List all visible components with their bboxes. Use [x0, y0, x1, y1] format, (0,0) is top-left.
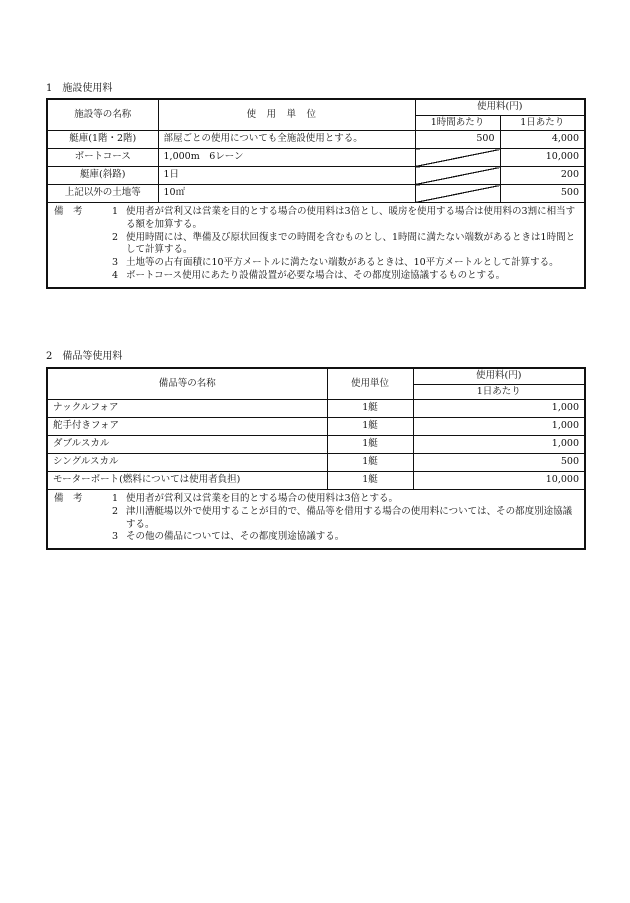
header-usage-unit: 使用単位 — [158, 99, 415, 131]
header-per-day: 1日あたり — [413, 385, 585, 400]
fee-per-day: 200 — [500, 167, 585, 185]
facility-unit: 部屋ごとの使用についても全施設使用とする。 — [158, 131, 415, 149]
section2-title: 2 備品等使用料 — [46, 351, 123, 362]
equipment-unit: 1艇 — [327, 436, 413, 454]
facility-name: 上記以外の土地等 — [47, 185, 158, 203]
table-row — [47, 185, 585, 203]
fee-per-day: 500 — [500, 185, 585, 203]
header-per-hour: 1時間あたり — [415, 116, 500, 131]
table-row — [47, 149, 585, 167]
fee-per-hour-na — [415, 167, 500, 185]
equipment-name: ダブルスカル — [47, 436, 327, 454]
notes-label: 備 考 — [54, 206, 83, 217]
table-row — [47, 436, 585, 454]
notes-label: 備 考 — [54, 493, 83, 504]
note-item: 3 その他の備品については、その都度別途協議する。 — [112, 531, 345, 543]
equipment-name: シングルスカル — [47, 454, 327, 472]
equipment-unit: 1艇 — [327, 418, 413, 436]
equipment-name: ナックルフォア — [47, 400, 327, 418]
section1-title: 1 施設使用料 — [46, 83, 113, 94]
note-item: 2 津川漕艇場以外で使用することが目的で、備品等を借用する場合の使用料については、その都度別途協議する。 — [112, 505, 573, 530]
facility-name: ボートコース — [47, 149, 158, 167]
note-item: 1 使用者が営利又は営業を目的とする場合の使用料は3倍とし、暖房を使用する場合は使用料の3割に相当する額を加算する。 — [112, 206, 576, 230]
fee-per-day: 1,000 — [413, 418, 585, 436]
table-row — [47, 400, 585, 418]
equipment-unit: 1艇 — [327, 454, 413, 472]
equipment-name: 舵手付きフォア — [47, 418, 327, 436]
header-fee: 使用料(円) — [413, 368, 585, 385]
fee-per-hour-na — [415, 185, 500, 203]
notes-cell — [47, 490, 585, 550]
fee-per-day: 4,000 — [500, 131, 585, 149]
table-row — [47, 454, 585, 472]
note-item: 2 使用時間には、準備及び原状回復までの時間を含むものとし、1時間に満たない端数があるときは1時間として計算する。 — [112, 231, 576, 256]
header-equipment-name: 備品等の名称 — [47, 368, 327, 400]
facility-unit: 1日 — [158, 167, 415, 185]
fee-per-hour: 500 — [415, 131, 500, 149]
table-row — [47, 472, 585, 490]
note-item: 1 使用者が営利又は営業を目的とする場合の使用料は3倍とする。 — [112, 493, 399, 504]
fee-per-day: 1,000 — [413, 400, 585, 418]
equipment-fee-table — [46, 367, 586, 550]
header-per-day: 1日あたり — [500, 116, 585, 131]
header-facility-name: 施設等の名称 — [47, 99, 158, 131]
header-fee: 使用料(円) — [415, 99, 585, 116]
header-usage-unit: 使用単位 — [327, 368, 413, 400]
equipment-name: モーターボート(燃料については使用者負担) — [47, 472, 327, 490]
table-row — [47, 131, 585, 149]
fee-per-hour-na — [415, 149, 500, 167]
equipment-unit: 1艇 — [327, 472, 413, 490]
equipment-unit: 1艇 — [327, 400, 413, 418]
fee-per-day: 10,000 — [500, 149, 585, 167]
notes-cell — [47, 203, 585, 288]
facility-unit: 10㎡ — [158, 185, 415, 203]
fee-per-day: 500 — [413, 454, 585, 472]
fee-per-day: 1,000 — [413, 436, 585, 454]
facility-unit: 1,000m 6レーン — [158, 149, 415, 167]
table-row — [47, 418, 585, 436]
note-item: 3 土地等の占有面積に10平方メートルに満たない端数があるときは、10平方メートルとして計算する。 — [112, 257, 559, 269]
table-row — [47, 167, 585, 185]
fee-per-day: 10,000 — [413, 472, 585, 490]
facility-name: 艇庫(1階・2階) — [47, 131, 158, 149]
note-item: 4 ボートコース使用にあたり設備設置が必要な場合は、その都度別途協議するものとする。 — [112, 270, 506, 282]
facility-name: 艇庫(斜路) — [47, 167, 158, 185]
facility-fee-table — [46, 98, 586, 289]
